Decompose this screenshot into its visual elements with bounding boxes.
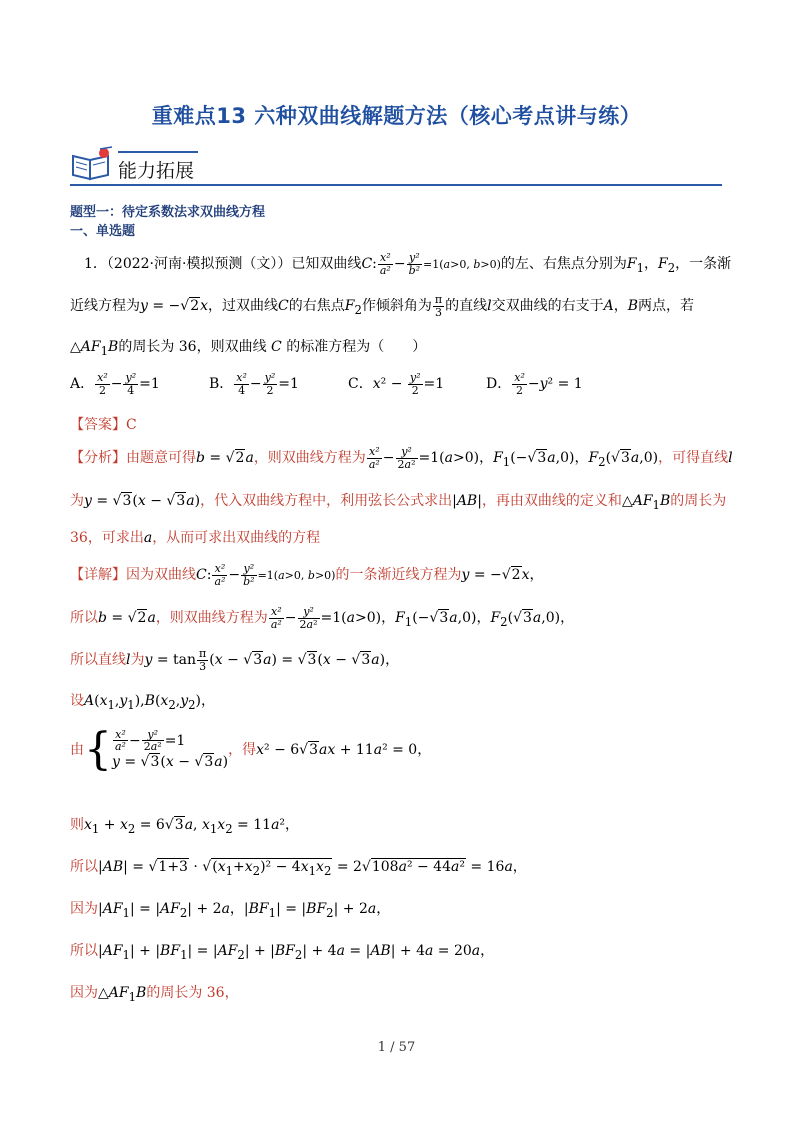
analysis-line-3: 36，可求出a，从而可求出双曲线的方程 bbox=[70, 530, 321, 546]
option-d: D． $\frac{\text{x²}}{2}$ −y² = 1 bbox=[486, 371, 583, 397]
detail-line-9: 所以$|AF_1| + |BF_1| = |AF_2| + |BF_2| + 4a = |AB| + 4a = 20a$， bbox=[70, 943, 495, 962]
question-line-2: 近线方程为y = −√2x，过双曲线C的右焦点$F_2$作倾斜角为 $\frac{\pi}{3}$ 的直线l交双曲线的右支于A，B两点，若 bbox=[70, 293, 695, 319]
section-banner: 能力拓展 bbox=[118, 160, 195, 182]
detail-line-7: 所以$|AB| = √1+3 \cdot √(x_1+x_2)^2 - 4x_1x_2 = 2√108a^2 - 44a^2 = 16a$， bbox=[70, 859, 527, 878]
section-heading-choice: 一、单选题 bbox=[70, 224, 136, 239]
banner-divider bbox=[70, 184, 722, 186]
detail-line-2: 所以b = √2a，则双曲线方程为 $\frac{\text{x²}}{\text{a²}}$ − $\frac{\text{y²}}{\text{2a²}}$ =1(a>0)，$F_1(-√3a,0)$，$F_2(√3a,0)$， bbox=[70, 605, 575, 631]
page-title: 重难点13 六种双曲线解题方法（核心考点讲与练） bbox=[151, 104, 642, 128]
analysis-line-1: 【分析】由题意可得b = √2a，则双曲线方程为 $\frac{\text{x²}}{\text{a²}}$ − $\frac{\text{y²}}{\text{2a²}}$ =1(a>0)，$F_1(-√3a,0)$，$F_2(√3a,0)$，可得直线l bbox=[70, 445, 733, 471]
detail-line-5: 由{ $\frac{\text{x²}}{\text{a²}}$ − $\frac{\text{y²}}{\text{2a²}}$ =1 y = √3(x − √3a)，得x² − 6√3ax + 11a² = 0， bbox=[70, 724, 432, 775]
banner-accent-line bbox=[118, 151, 198, 153]
option-a: A． $\frac{\text{x²}}{2}$ − $\frac{\text{y²}}{4}$ =1 bbox=[70, 371, 160, 397]
detail-line-6: 则$x_1 + x_2 = 6√3a$, $x_1x_2 = 11a^2$， bbox=[70, 817, 300, 836]
question-line-3: $\triangle AF_1B$的周长为 36，则双曲线 C 的标准方程为（ ） bbox=[70, 339, 427, 358]
option-c: C．x² − $\frac{\text{y²}}{2}$ =1 bbox=[348, 371, 445, 397]
detail-line-4: 设$A(x_1,y_1),B(x_2,y_2)$， bbox=[70, 693, 215, 712]
analysis-line-2: 为y = √3(x − √3a)，代入双曲线方程中，利用弦长公式求出|AB|，再由双曲线的定义和$\triangle AF_1B$的周长为 bbox=[70, 493, 727, 512]
detail-line-1: 【详解】因为双曲线C: $\frac{\text{x²}}{\text{a²}}$ − $\frac{\text{y²}}{\text{b²}}$ =1(a>0, b>0)的一条渐近线方程为y = −√2x， bbox=[70, 562, 544, 588]
page-number: 1 / 57 bbox=[377, 1040, 416, 1055]
detail-line-10: 因为$\triangle AF_1B$的周长为 36， bbox=[70, 985, 239, 1004]
book-icon bbox=[70, 146, 114, 182]
question-line-1: 1．（2022·河南·模拟预测（文））已知双曲线C: $\frac{\text{x²}}{\text{a²}}$ − $\frac{\text{y²}}{\text{b²}}$ =1(a>0, b>0)的左、右焦点分别为$F_1$，$F_2$，一条渐 bbox=[84, 251, 732, 277]
option-b: B． $\frac{\text{x²}}{4}$ − $\frac{\text{y²}}{2}$ =1 bbox=[209, 371, 299, 397]
section-heading-type: 题型一：待定系数法求双曲线方程 bbox=[70, 205, 266, 220]
detail-line-3: 所以直线l为y = tan $\frac{\pi}{3}$ (x − √3a) = √3(x − √3a)， bbox=[70, 647, 400, 673]
detail-line-8: 因为$|AF_1| = |AF_2| + 2a$，$|BF_1| = |BF_2| + 2a$， bbox=[70, 901, 391, 920]
answer: 【答案】C bbox=[70, 417, 137, 433]
